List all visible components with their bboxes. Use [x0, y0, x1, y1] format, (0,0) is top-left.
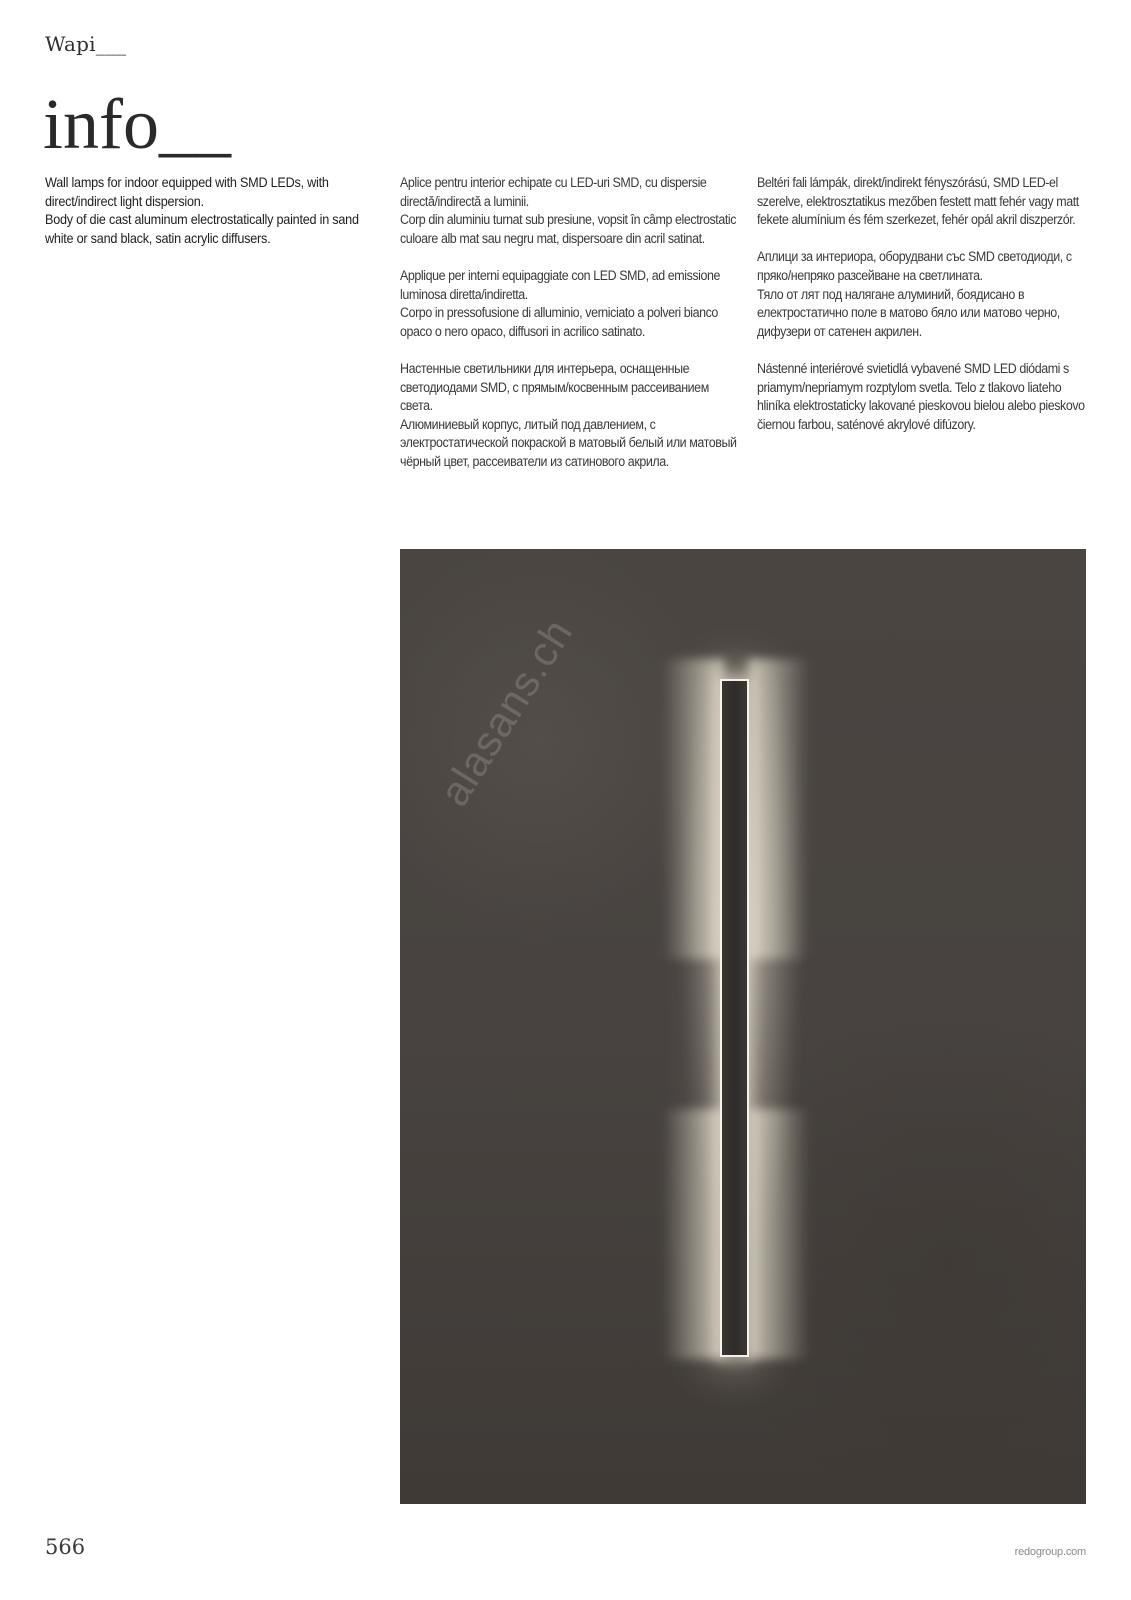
series-title: Wapi___ [45, 32, 127, 56]
description-english [45, 174, 385, 248]
page-number: 566 [45, 1535, 86, 1559]
description-romanian: Aplice pentru interior echipate cu LED-uri SMD, cu dispersie directă/indirectă a luminii. Corp din aluminiu turnat sub presiune, vopsit în câmp electrostatic culoare alb mat sau negru mat, dispersoare din acril satinat. [400, 175, 737, 246]
section-title: info__ [43, 84, 231, 164]
description-slovak: Nástenné interiérové svietidlá vybavené SMD LED diódami s priamym/nepriamym rozptylom svetla. Telo z tlakovo liateho hliníka elektrostaticky lakované pieskovou bielou alebo pieskovo čiernou farbou, saténové akrylové difúzory. [757, 360, 1085, 432]
description-column-right [757, 174, 1092, 453]
description-italian: Applique per interni equipaggiate con LED SMD, ad emissione luminosa diretta/indiretta. Corpo in pressofusione di alluminio, verniciato a polveri bianco opaco o nero opaco, diffusori in acrilico satinato. [400, 267, 721, 339]
website-link[interactable]: redogroup.com [1014, 1546, 1086, 1558]
english-paragraph-2: Body of die cast aluminum electrostatically painted in sand white or sand black, satin acrylic diffusers. [45, 212, 359, 246]
lamp-glow-upper-left [662, 659, 724, 959]
description-russian: Настенные светильники для интерьера, оснащенные светодиодами SMD, с прямым/косвенным рассеиванием света. Алюминиевый корпус, литый под давлением, с электростатической покраской в матовый белый или матовый чёрный цвет, рассеиватели из сатинового акрила. [400, 360, 737, 469]
lamp-glow-lower-left [662, 1109, 724, 1359]
watermark: alasans.ch [430, 610, 582, 814]
lamp-glow-lower-right [748, 1109, 810, 1359]
wall-lamp-bar [722, 681, 747, 1355]
lamp-glow-upper-right [748, 659, 810, 959]
description-hungarian: Beltéri fali lámpák, direkt/indirekt fényszórású, SMD LED-el szerelve, elektrosztatikus mezőben festett matt fehér vagy matt fekete alumínium és fém szerkezet, fehér opál akril diszperzór. [757, 175, 1079, 228]
product-photo [400, 549, 1086, 1504]
english-paragraph-1: Wall lamps for indoor equipped with SMD LEDs, with direct/indirect light dispersion. [45, 175, 329, 209]
description-column-middle [400, 174, 740, 490]
description-bulgarian: Аплици за интериора, оборудвани със SMD светодиоди, с пряко/непряко разсейване на светлината. Тяло от лят под налягане алуминий, боядисано в електростатично поле в матово бяло или матово черно, дифузери от сатенен акрилен. [757, 249, 1072, 339]
